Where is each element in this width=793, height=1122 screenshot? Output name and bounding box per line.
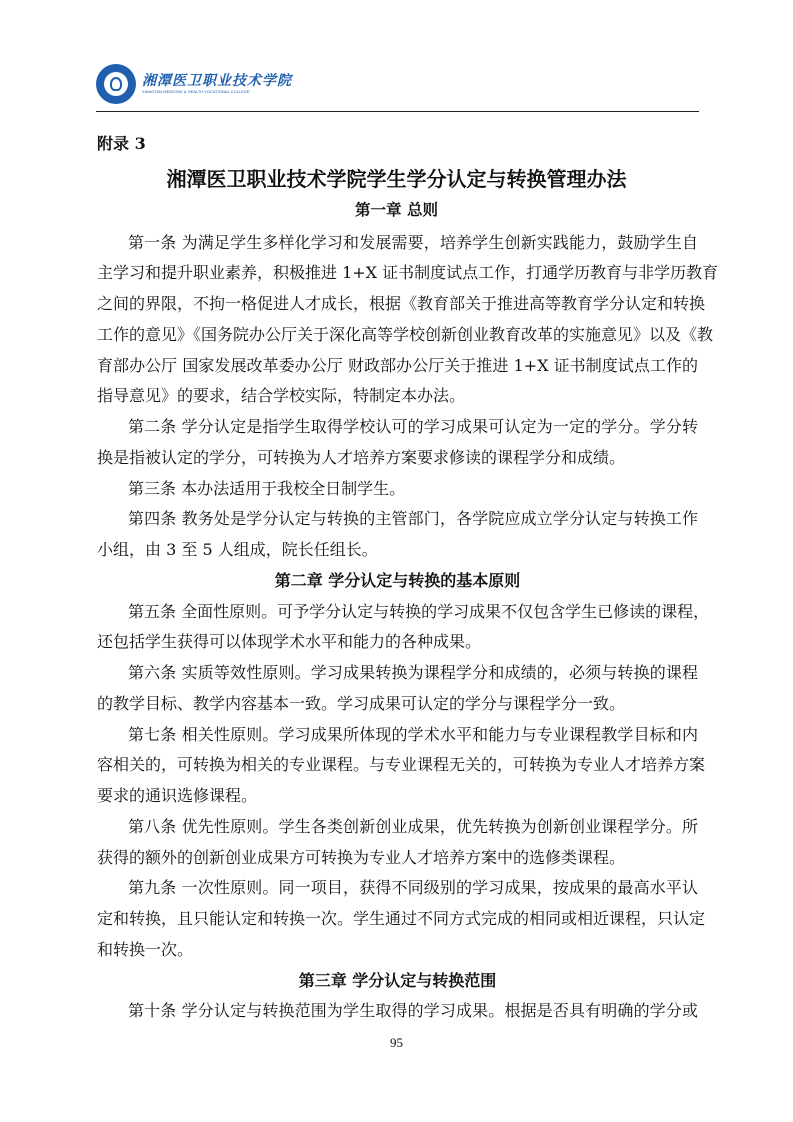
paragraph-line: 获得的额外的创新创业成果方可转换为专业人才培养方案中的选修类课程。	[97, 847, 626, 867]
paragraph-line: 主学习和提升职业素养，积极推进 1+X 证书制度试点工作，打通学历教育与非学历教育	[97, 263, 719, 283]
article-paragraph	[97, 996, 698, 1027]
page-number: 95	[390, 1035, 403, 1050]
article-paragraph	[97, 504, 698, 566]
paragraph-line: 第四条 教务处是学分认定与转换的主管部门，各学院应成立学分认定与转换工作	[128, 509, 698, 529]
paragraph-line: 和转换一次。	[97, 939, 194, 959]
paragraph-line: 第二条 学分认定是指学生取得学校认可的学习成果可认定为一定的学分。学分转	[128, 417, 698, 436]
paragraph-line: 小组，由 3 至 5 人组成，院长任组长。	[97, 540, 378, 559]
article-paragraph	[97, 474, 698, 505]
paragraph-line: 要求的通识选修课程。	[97, 786, 258, 805]
college-logo	[96, 64, 292, 104]
paragraph-line: 第六条 实质等效性原则。学习成果转换为课程学分和成绩的，必须与转换的课程	[128, 663, 698, 682]
paragraph-line: 指导意见》的要求，结合学校实际，特制定本办法。	[97, 386, 466, 406]
article-paragraph	[97, 812, 698, 874]
college-seal-icon	[96, 64, 136, 104]
article-paragraph	[97, 720, 706, 812]
logo-english-name: XIANGTAN MEDICINE & HEALTH VOCATIONAL COLLEGE	[142, 89, 250, 94]
paragraph-line: 换是指被认定的学分，可转换为人才培养方案要求修读的课程学分和成绩。	[97, 447, 626, 467]
document-body	[97, 228, 719, 1028]
chapter-heading: 第一章 总则	[355, 200, 438, 219]
paragraph-line: 还包括学生获得可以体现学术水平和能力的各种成果。	[97, 632, 482, 652]
header-rule	[96, 111, 699, 112]
logo-chinese-name: 湘潭医卫职业技术学院	[142, 73, 292, 89]
paragraph-line: 工作的意见》《国务院办公厅关于深化高等学校创新创业教育改革的实施意见》以及《教	[97, 324, 714, 344]
appendix-label: 附录 3	[97, 134, 146, 153]
document-title: 湘潭医卫职业技术学院学生学分认定与转换管理办法	[166, 167, 627, 191]
paragraph-line: 之间的界限，不拘一格促进人才成长，根据《教育部关于推进高等教育学分认定和转换	[97, 294, 706, 313]
article-paragraph	[97, 228, 719, 413]
chapter-heading: 第二章 学分认定与转换的基本原则	[274, 570, 521, 590]
paragraph-line: 第一条 为满足学生多样化学习和发展需要，培养学生创新实践能力，鼓励学生自	[128, 232, 698, 252]
paragraph-line: 第九条 一次性原则。同一项目，获得不同级别的学习成果，按成果的最高水平认	[128, 878, 698, 898]
paragraph-line: 第七条 相关性原则。学习成果所体现的学术水平和能力与专业课程教学目标和内	[128, 724, 698, 744]
paragraph-line: 育部办公厅 国家发展改革委办公厅 财政部办公厅关于推进 1+X 证书制度试点工作的	[97, 355, 698, 375]
paragraph-line: 第八条 优先性原则。学生各类创新创业成果，优先转换为创新创业课程学分。所	[128, 816, 698, 836]
paragraph-line: 第三条 本办法适用于我校全日制学生。	[128, 478, 406, 498]
chapter-heading: 第三章 学分认定与转换范围	[298, 970, 497, 990]
paragraph-line: 容相关的，可转换为相关的专业课程。与专业课程无关的，可转换为专业人才培养方案	[97, 755, 706, 775]
paragraph-line: 的教学目标、教学内容基本一致。学习成果可认定的学分与课程学分一致。	[97, 693, 626, 713]
article-paragraph	[97, 873, 706, 965]
article-paragraph	[97, 658, 698, 720]
article-paragraph	[97, 412, 698, 474]
article-paragraph	[97, 597, 710, 659]
paragraph-line: 第五条 全面性原则。可予学分认定与转换的学习成果不仅包含学生已修读的课程，	[128, 601, 710, 621]
paragraph-line: 定和转换，且只能认定和转换一次。学生通过不同方式完成的相同或相近课程，只认定	[97, 909, 706, 928]
paragraph-line: 第十条 学分认定与转换范围为学生取得的学习成果。根据是否具有明确的学分或	[128, 1001, 698, 1021]
